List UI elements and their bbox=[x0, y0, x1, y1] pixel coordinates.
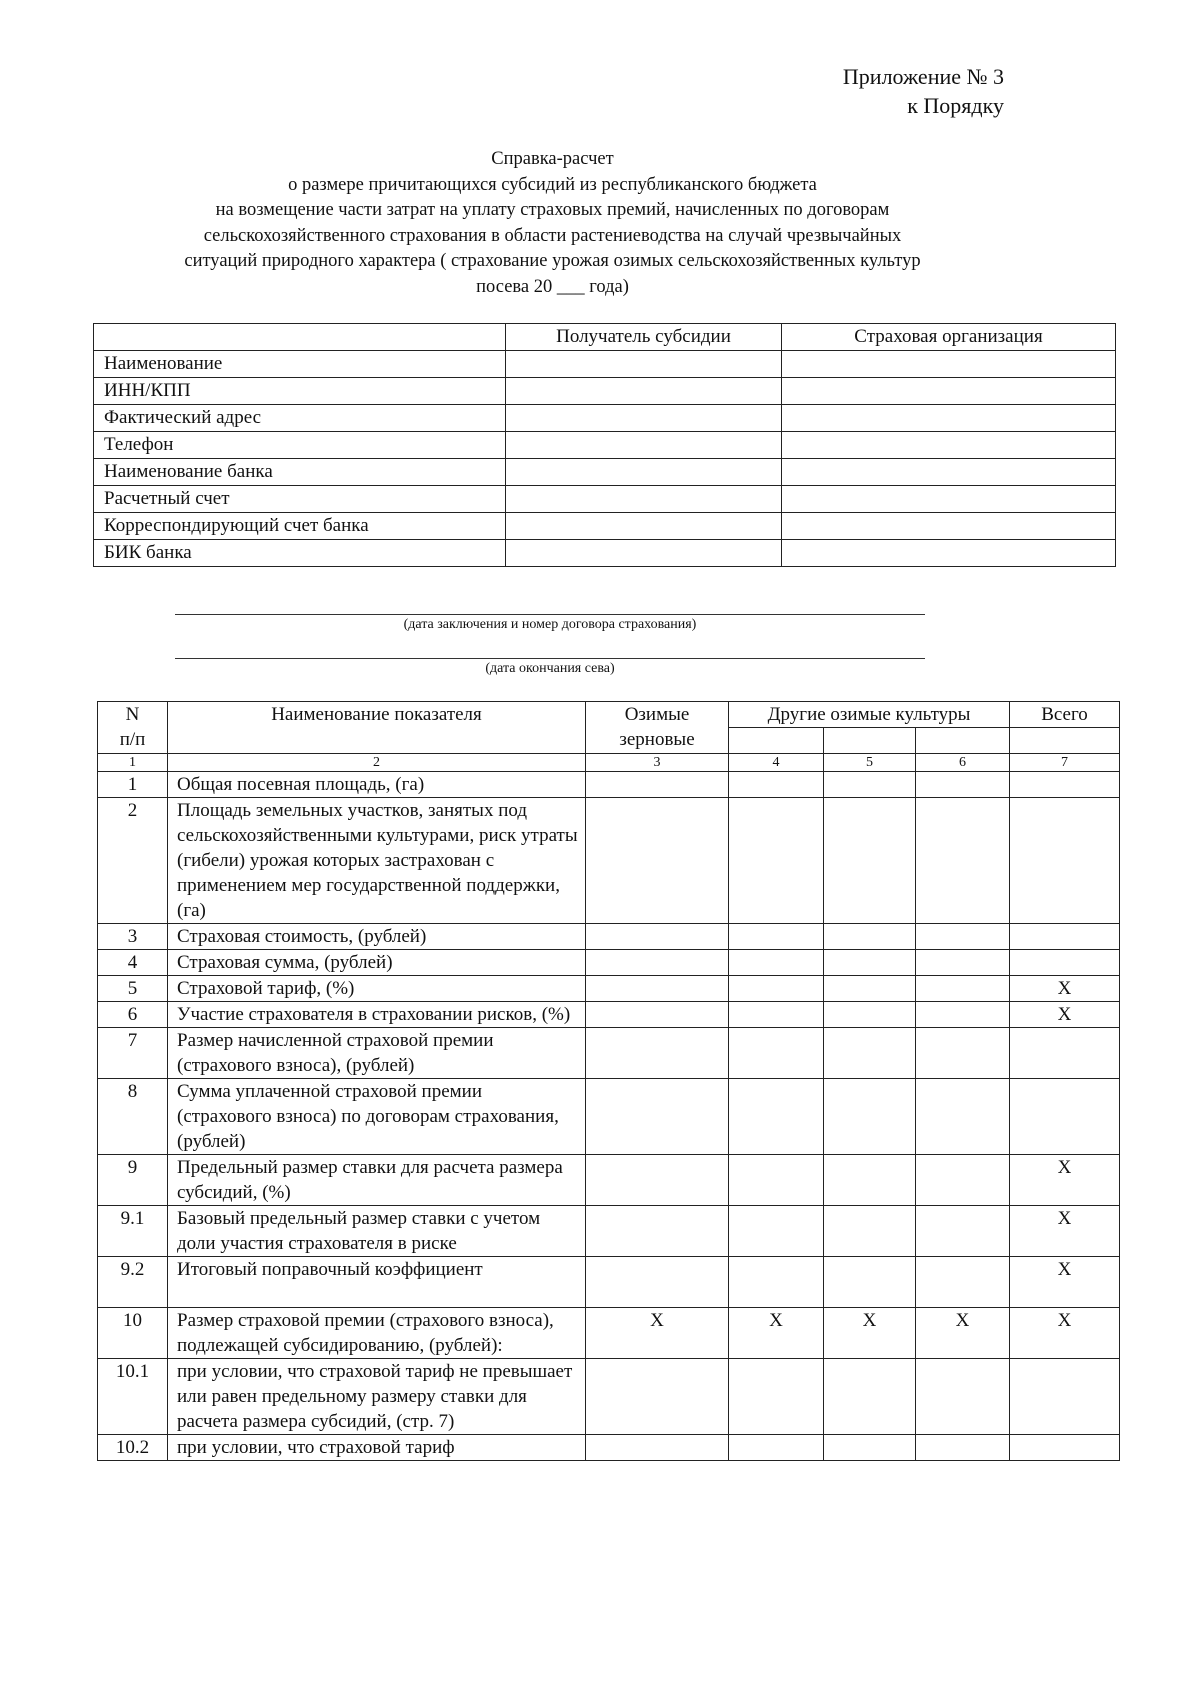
value-cell[interactable] bbox=[916, 1359, 1010, 1435]
insurer-cell[interactable] bbox=[782, 351, 1116, 378]
value-cell[interactable] bbox=[1010, 1079, 1120, 1155]
value-cell[interactable] bbox=[824, 1002, 916, 1028]
recipient-cell[interactable] bbox=[506, 459, 782, 486]
value-cell[interactable] bbox=[729, 798, 824, 924]
table-row bbox=[98, 924, 1120, 950]
row-indicator: Страховой тариф, (%) bbox=[168, 976, 586, 1002]
value-cell[interactable] bbox=[1010, 798, 1120, 924]
value-cell[interactable] bbox=[586, 950, 729, 976]
value-cell[interactable] bbox=[729, 1079, 824, 1155]
insurer-cell[interactable] bbox=[782, 459, 1116, 486]
value-cell[interactable] bbox=[916, 1002, 1010, 1028]
parties-table bbox=[93, 323, 1116, 567]
value-cell[interactable] bbox=[1010, 950, 1120, 976]
row-number: 6 bbox=[98, 1002, 168, 1028]
value-cell[interactable] bbox=[729, 1155, 824, 1206]
row-indicator: Страховая стоимость, (рублей) bbox=[168, 924, 586, 950]
table-row bbox=[98, 1206, 1120, 1257]
recipient-cell[interactable] bbox=[506, 432, 782, 459]
table-row bbox=[98, 1028, 1120, 1079]
row-indicator: Предельный размер ставки для расчета размера субсидий, (%) bbox=[168, 1155, 586, 1206]
row-label: Фактический адрес bbox=[94, 405, 506, 432]
value-cell[interactable] bbox=[729, 1435, 824, 1461]
value-cell[interactable]: X bbox=[916, 1308, 1010, 1359]
row-indicator: Размер начисленной страховой премии (страхового взноса), (рублей) bbox=[168, 1028, 586, 1079]
recipient-cell[interactable] bbox=[506, 351, 782, 378]
parties-header-row bbox=[94, 324, 1116, 351]
row-number: 9 bbox=[98, 1155, 168, 1206]
value-cell[interactable] bbox=[916, 1079, 1010, 1155]
insurer-cell[interactable] bbox=[782, 378, 1116, 405]
table-row bbox=[98, 1002, 1120, 1028]
title-line: посева 20 ___ года) bbox=[476, 276, 629, 297]
table-row bbox=[98, 1079, 1120, 1155]
recipient-cell[interactable] bbox=[506, 540, 782, 567]
row-indicator: Сумма уплаченной страховой премии (страхового взноса) по договорам страхования, (рублей) bbox=[168, 1079, 586, 1155]
sowing-caption: (дата окончания сева) bbox=[485, 661, 615, 676]
table-row bbox=[98, 1308, 1120, 1359]
row-indicator: Итоговый поправочный коэффициент bbox=[168, 1257, 586, 1308]
appendix-line-1: Приложение № 3 bbox=[842, 64, 1004, 89]
header-sub-cell bbox=[729, 728, 824, 754]
value-cell[interactable] bbox=[916, 798, 1010, 924]
insurer-cell[interactable] bbox=[782, 405, 1116, 432]
contract-caption: (дата заключения и номер договора страхования) bbox=[403, 617, 697, 632]
value-cell[interactable] bbox=[1010, 1028, 1120, 1079]
recipient-cell[interactable] bbox=[506, 378, 782, 405]
header-insurer: Страховая организация bbox=[782, 324, 1116, 351]
value-cell[interactable]: X bbox=[824, 1308, 916, 1359]
table-row bbox=[98, 772, 1120, 798]
value-cell[interactable] bbox=[586, 1155, 729, 1206]
insurer-cell[interactable] bbox=[782, 486, 1116, 513]
title-line: о размере причитающихся субсидий из республиканского бюджета bbox=[288, 174, 817, 195]
row-label: Наименование банка bbox=[94, 459, 506, 486]
row-number: 4 bbox=[98, 950, 168, 976]
value-cell[interactable] bbox=[729, 924, 824, 950]
column-number: 2 bbox=[168, 754, 586, 772]
title-line: ситуаций природного характера ( страхование урожая озимых сельскохозяйственных культур bbox=[184, 251, 921, 271]
value-cell[interactable] bbox=[916, 1028, 1010, 1079]
value-cell[interactable] bbox=[824, 924, 916, 950]
row-number: 3 bbox=[98, 924, 168, 950]
value-cell[interactable] bbox=[729, 1257, 824, 1308]
header-sub-cell bbox=[824, 728, 916, 754]
row-number: 2 bbox=[98, 798, 168, 924]
appendix-note bbox=[843, 62, 1004, 120]
recipient-cell[interactable] bbox=[506, 486, 782, 513]
row-indicator: Базовый предельный размер ставки с учетом доли участия страхователя в риске bbox=[168, 1206, 586, 1257]
title-line: Справка-расчет bbox=[491, 149, 614, 169]
value-cell[interactable] bbox=[586, 1002, 729, 1028]
row-number: 10.1 bbox=[98, 1359, 168, 1435]
row-indicator: Размер страховой премии (страхового взноса), подлежащей субсидированию, (рублей): bbox=[168, 1308, 586, 1359]
calculation-table bbox=[97, 701, 1120, 1461]
insurer-cell[interactable] bbox=[782, 432, 1116, 459]
column-number: 7 bbox=[1010, 754, 1120, 772]
value-cell[interactable] bbox=[916, 1206, 1010, 1257]
value-cell[interactable] bbox=[586, 1079, 729, 1155]
row-number: 10 bbox=[98, 1308, 168, 1359]
row-label: Телефон bbox=[94, 432, 506, 459]
table-row bbox=[98, 1435, 1120, 1461]
table-row bbox=[98, 1359, 1120, 1435]
row-indicator: при условии, что страховой тариф не превышает или равен предельному размеру ставки для расчета размера субсидий, (стр. 7) bbox=[168, 1359, 586, 1435]
parties-header-empty bbox=[94, 324, 506, 351]
title-line: сельскохозяйственного страхования в области растениеводства на случай чрезвычайных bbox=[203, 225, 902, 246]
table-row bbox=[98, 1155, 1120, 1206]
value-cell[interactable] bbox=[916, 772, 1010, 798]
column-number: 1 bbox=[98, 754, 168, 772]
value-cell[interactable] bbox=[729, 976, 824, 1002]
value-cell[interactable] bbox=[824, 976, 916, 1002]
header-sub-cell bbox=[916, 728, 1010, 754]
title-line: на возмещение части затрат на уплату страховых премий, начисленных по договорам bbox=[215, 200, 890, 220]
contract-date-line[interactable] bbox=[175, 614, 925, 615]
parties-row bbox=[94, 405, 1116, 432]
value-cell[interactable] bbox=[1010, 1359, 1120, 1435]
row-indicator: Страховая сумма, (рублей) bbox=[168, 950, 586, 976]
parties-row bbox=[94, 432, 1116, 459]
value-cell[interactable] bbox=[916, 1435, 1010, 1461]
value-cell[interactable] bbox=[729, 1206, 824, 1257]
value-cell[interactable] bbox=[1010, 1435, 1120, 1461]
column-number: 3 bbox=[586, 754, 729, 772]
value-cell[interactable]: X bbox=[1010, 1206, 1120, 1257]
value-cell[interactable]: X bbox=[586, 1308, 729, 1359]
value-cell[interactable] bbox=[824, 1359, 916, 1435]
value-cell[interactable] bbox=[824, 950, 916, 976]
value-cell[interactable] bbox=[586, 1028, 729, 1079]
appendix-line-2: к Порядку bbox=[907, 93, 1004, 118]
table-row bbox=[98, 798, 1120, 924]
document-title bbox=[110, 147, 995, 300]
value-cell[interactable] bbox=[586, 798, 729, 924]
value-cell[interactable]: X bbox=[1010, 976, 1120, 1002]
column-number: 4 bbox=[729, 754, 824, 772]
value-cell[interactable] bbox=[729, 950, 824, 976]
value-cell[interactable] bbox=[916, 950, 1010, 976]
value-cell[interactable] bbox=[824, 1257, 916, 1308]
header-recipient: Получатель субсидии bbox=[506, 324, 782, 351]
value-cell[interactable] bbox=[586, 1206, 729, 1257]
sowing-date-line[interactable] bbox=[175, 658, 925, 659]
parties-row bbox=[94, 486, 1116, 513]
row-number: 7 bbox=[98, 1028, 168, 1079]
value-cell[interactable] bbox=[586, 772, 729, 798]
value-cell[interactable] bbox=[824, 772, 916, 798]
value-cell[interactable] bbox=[586, 1257, 729, 1308]
value-cell[interactable]: X bbox=[1010, 1155, 1120, 1206]
value-cell[interactable] bbox=[824, 798, 916, 924]
header-sub-cell bbox=[1010, 728, 1120, 754]
insurer-cell[interactable] bbox=[782, 540, 1116, 567]
value-cell[interactable] bbox=[729, 772, 824, 798]
value-cell[interactable] bbox=[729, 1002, 824, 1028]
header-winter-grain: Озимые зерновые bbox=[586, 702, 729, 754]
header-total: Всего bbox=[1010, 702, 1120, 728]
value-cell[interactable] bbox=[1010, 772, 1120, 798]
value-cell[interactable] bbox=[916, 924, 1010, 950]
value-cell[interactable] bbox=[586, 1359, 729, 1435]
value-cell[interactable]: X bbox=[729, 1308, 824, 1359]
parties-row bbox=[94, 540, 1116, 567]
row-number: 9.2 bbox=[98, 1257, 168, 1308]
value-cell[interactable]: X bbox=[1010, 1308, 1120, 1359]
value-cell[interactable] bbox=[824, 1079, 916, 1155]
header-row bbox=[98, 702, 1120, 728]
value-cell[interactable]: X bbox=[1010, 1257, 1120, 1308]
recipient-cell[interactable] bbox=[506, 405, 782, 432]
row-number: 5 bbox=[98, 976, 168, 1002]
recipient-cell[interactable] bbox=[506, 513, 782, 540]
column-number-row bbox=[98, 754, 1120, 772]
row-label: Расчетный счет bbox=[94, 486, 506, 513]
row-indicator: Площадь земельных участков, занятых под сельскохозяйственными культурами, риск утраты (гибели) урожая которых застрахован с применением мер государственной поддержки, (га) bbox=[168, 798, 586, 924]
value-cell[interactable] bbox=[824, 1155, 916, 1206]
value-cell[interactable] bbox=[916, 1155, 1010, 1206]
value-cell[interactable] bbox=[1010, 924, 1120, 950]
header-name: Наименование показателя bbox=[168, 702, 586, 754]
row-number: 1 bbox=[98, 772, 168, 798]
value-cell[interactable] bbox=[916, 976, 1010, 1002]
value-cell[interactable] bbox=[586, 1435, 729, 1461]
row-indicator: Участие страхователя в страховании рисков, (%) bbox=[168, 1002, 586, 1028]
parties-row bbox=[94, 351, 1116, 378]
row-label: Наименование bbox=[94, 351, 506, 378]
value-cell[interactable] bbox=[729, 1028, 824, 1079]
row-label: ИНН/КПП bbox=[94, 378, 506, 405]
row-indicator: при условии, что страховой тариф bbox=[168, 1435, 586, 1461]
row-indicator: Общая посевная площадь, (га) bbox=[168, 772, 586, 798]
value-cell[interactable] bbox=[824, 1435, 916, 1461]
row-label: БИК банка bbox=[94, 540, 506, 567]
value-cell[interactable] bbox=[729, 1359, 824, 1435]
row-number: 10.2 bbox=[98, 1435, 168, 1461]
column-number: 5 bbox=[824, 754, 916, 772]
value-cell[interactable] bbox=[824, 1206, 916, 1257]
header-num: N п/п bbox=[98, 702, 168, 754]
column-number: 6 bbox=[916, 754, 1010, 772]
parties-row bbox=[94, 513, 1116, 540]
insurer-cell[interactable] bbox=[782, 513, 1116, 540]
parties-row bbox=[94, 378, 1116, 405]
row-label: Корреспондирующий счет банка bbox=[94, 513, 506, 540]
row-number: 9.1 bbox=[98, 1206, 168, 1257]
value-cell[interactable] bbox=[824, 1028, 916, 1079]
row-number: 8 bbox=[98, 1079, 168, 1155]
parties-row bbox=[94, 459, 1116, 486]
value-cell[interactable] bbox=[586, 976, 729, 1002]
table-row bbox=[98, 976, 1120, 1002]
header-other-crops: Другие озимые культуры bbox=[729, 702, 1010, 728]
table-row bbox=[98, 1257, 1120, 1308]
table-row bbox=[98, 950, 1120, 976]
value-cell[interactable] bbox=[916, 1257, 1010, 1308]
value-cell[interactable] bbox=[586, 924, 729, 950]
value-cell[interactable]: X bbox=[1010, 1002, 1120, 1028]
